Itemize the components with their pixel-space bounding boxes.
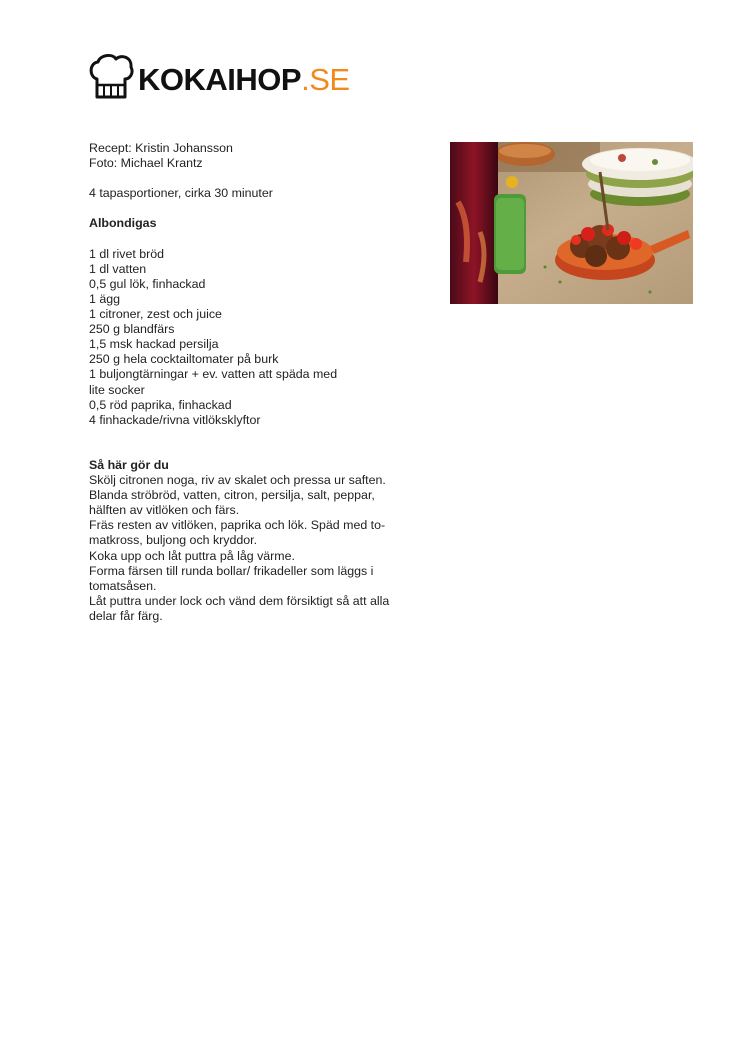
brand-tld: .SE: [301, 62, 350, 97]
instruction-line: Blanda ströbröd, vatten, citron, persilja, salt, peppar,: [89, 488, 375, 503]
ingredient-item: 250 g blandfärs: [89, 322, 175, 337]
credit-recipe: Recept: Kristin Johansson: [89, 141, 233, 155]
instructions-list: [89, 473, 439, 624]
recipe-photo: [450, 142, 693, 304]
ingredient-item: lite socker: [89, 382, 145, 397]
ingredient-item: 1 dl rivet bröd: [89, 246, 165, 261]
ingredients-list: [89, 247, 439, 428]
ingredient-item: 1,5 msk hackad persilja: [89, 337, 219, 352]
ingredient-item: 4 finhackade/rivna vitlöksklyftor: [89, 412, 261, 427]
instruction-line: Fräs resten av vitlöken, paprika och lök. Späd med to-: [89, 518, 386, 533]
instruction-line: Koka upp och låt puttra på låg värme.: [89, 548, 295, 563]
credit-photo: Foto: Michael Krantz: [89, 156, 203, 171]
brand-wordmark: [138, 54, 350, 100]
brand-main: KOKAIHOP: [138, 62, 302, 97]
servings: 4 tapasportioner, cirka 30 minuter: [89, 186, 273, 201]
instruction-line: hälften av vitlöken och färs.: [89, 503, 240, 518]
ingredient-item: 0,5 gul lök, finhackad: [89, 276, 206, 291]
recipe-text: [89, 141, 439, 624]
instructions-title: Så här gör du: [89, 457, 169, 472]
instruction-line: matkross, buljong och kryddor.: [89, 533, 258, 548]
recipe-title: Albondigas: [89, 216, 157, 231]
ingredient-item: 250 g hela cocktailtomater på burk: [89, 352, 279, 367]
instruction-line: Forma färsen till runda bollar/ frikadeller som läggs i: [89, 563, 374, 578]
instruction-line: delar får färg.: [89, 608, 163, 623]
instruction-line: Skölj citronen noga, riv av skalet och pressa ur saften.: [89, 473, 386, 488]
instruction-line: tomatsåsen.: [89, 578, 157, 593]
ingredient-item: 1 buljongtärningar + ev. vatten att späda med: [89, 367, 338, 382]
chef-hat-icon: [88, 53, 134, 101]
ingredient-item: 1 citroner, zest och juice: [89, 307, 222, 322]
ingredient-item: 1 dl vatten: [89, 261, 147, 276]
ingredient-item: 1 ägg: [89, 291, 121, 306]
logo[interactable]: [88, 52, 350, 102]
instruction-line: Låt puttra under lock och vänd dem försiktigt så att alla: [89, 593, 390, 608]
ingredient-item: 0,5 röd paprika, finhackad: [89, 397, 232, 412]
